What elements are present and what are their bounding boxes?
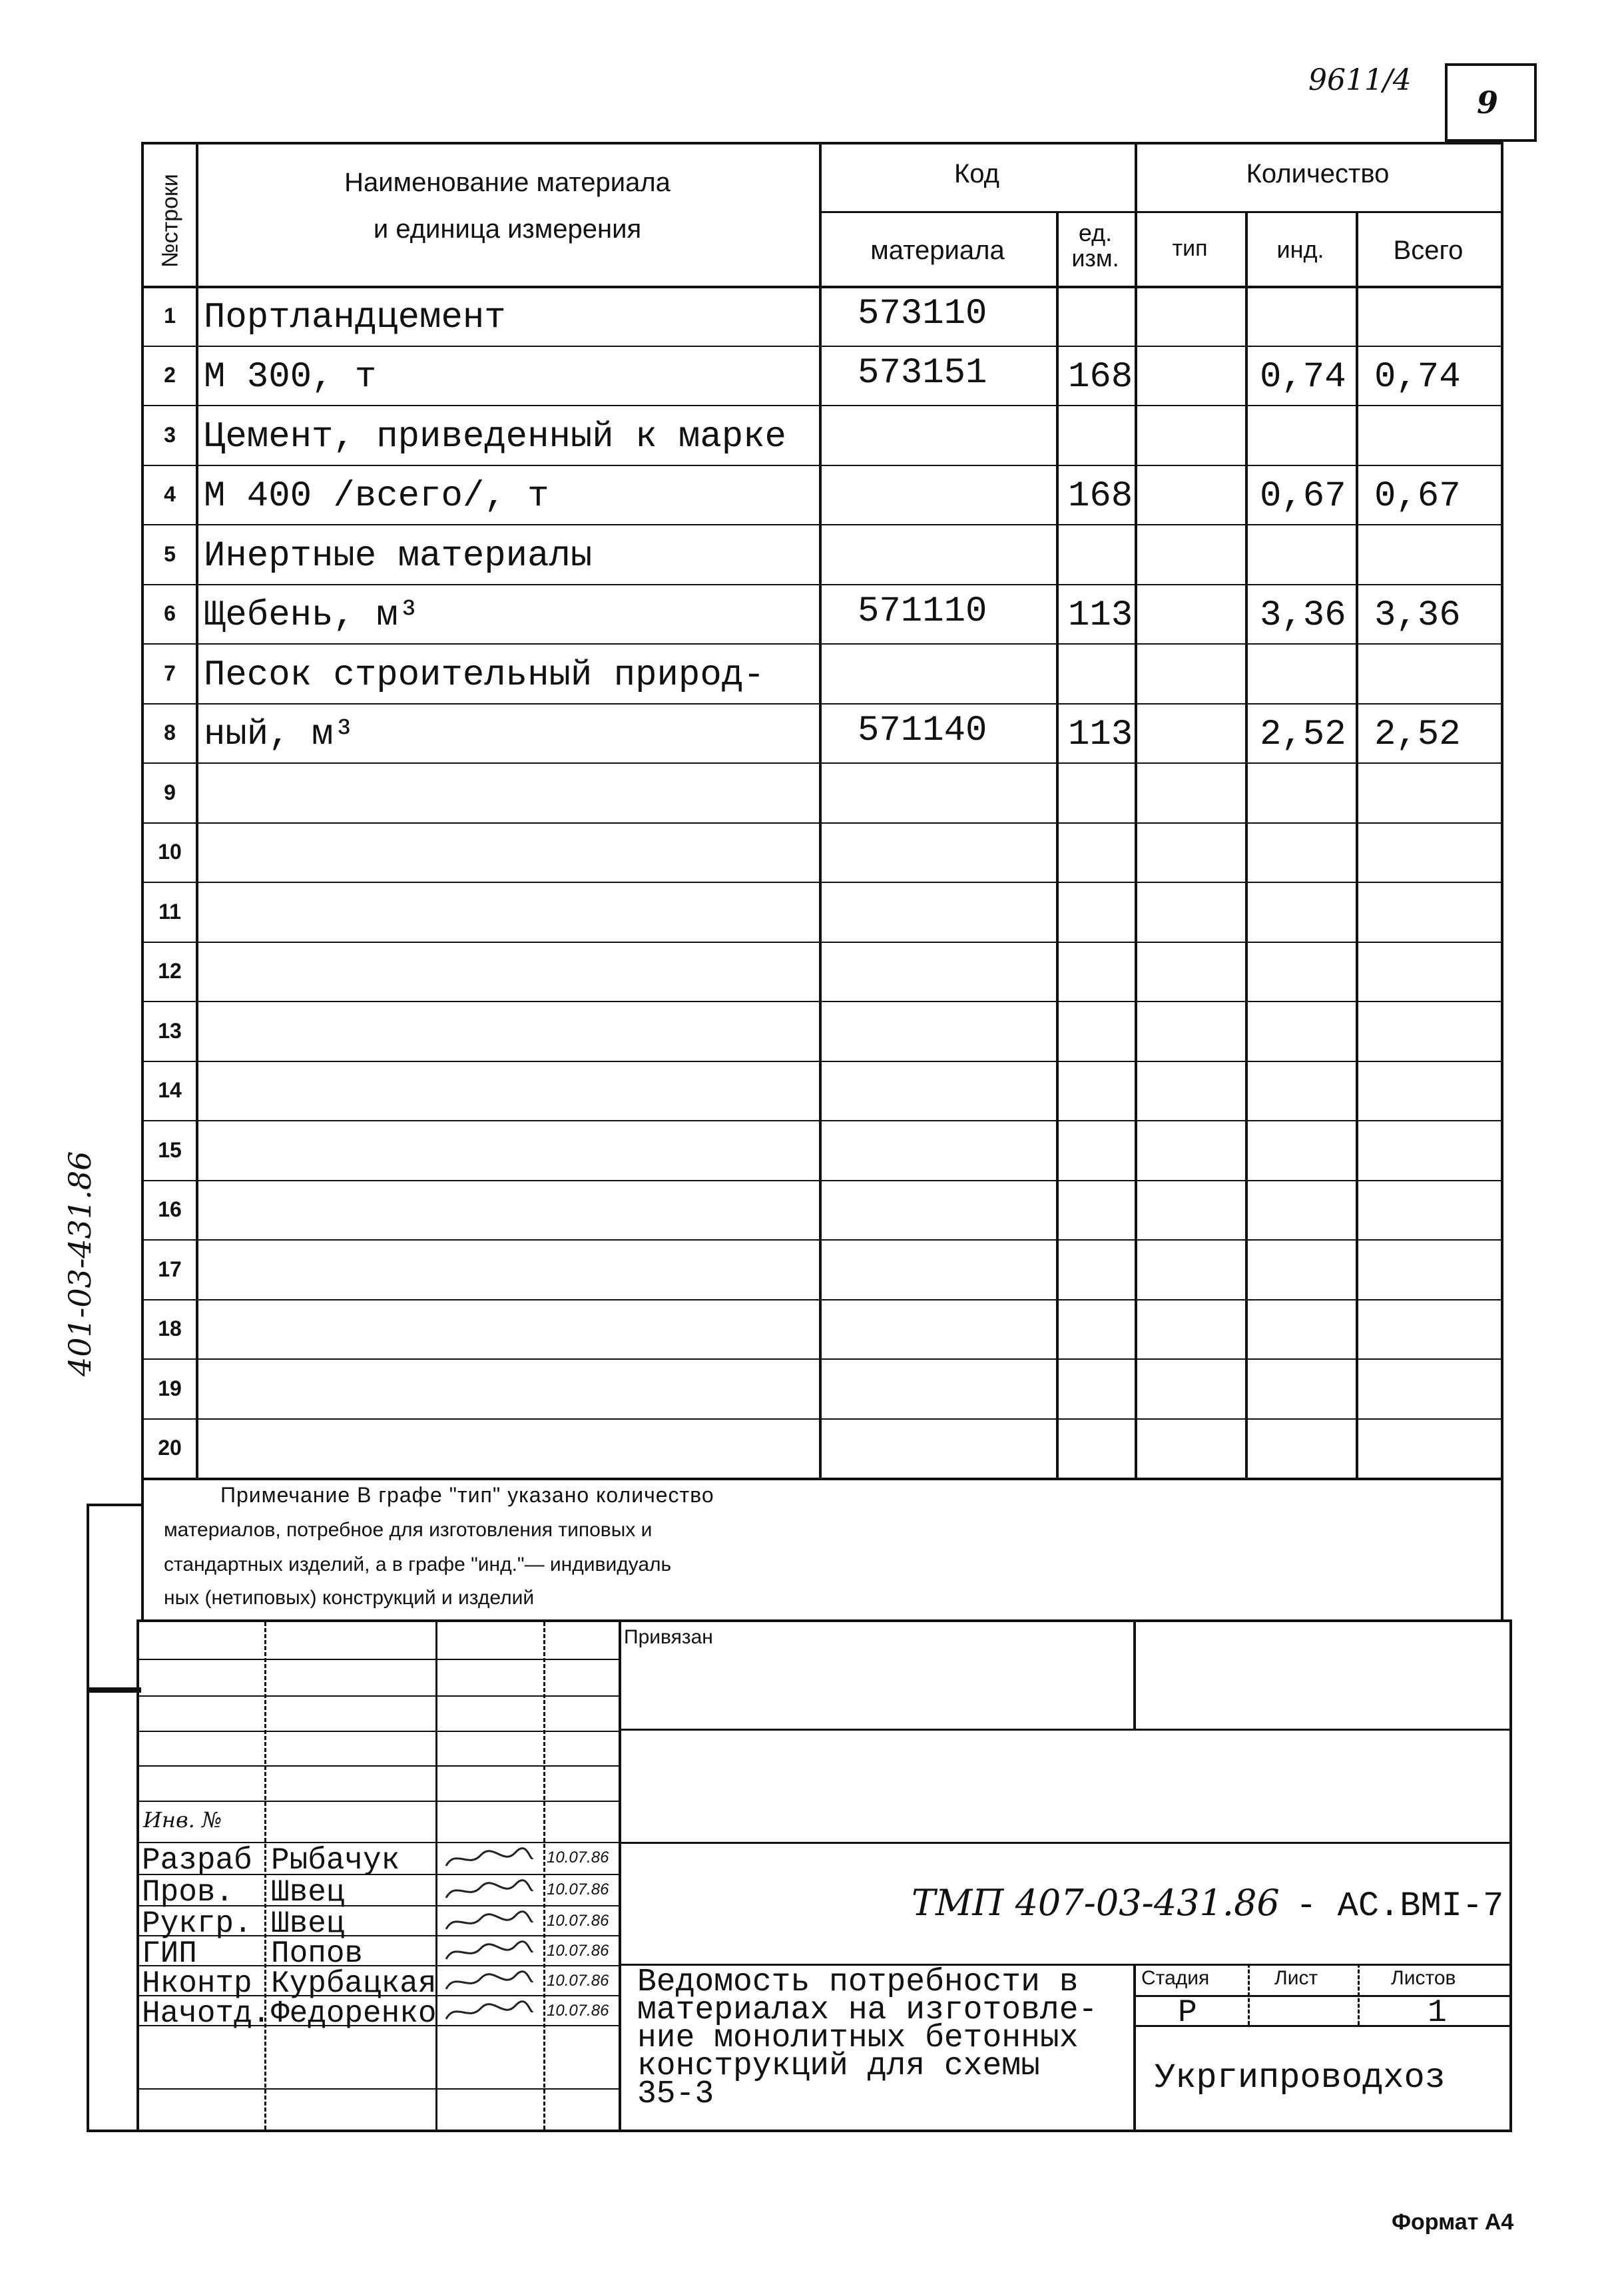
qty-individual: 0,74: [1260, 357, 1346, 398]
handwritten-signature: [442, 1969, 535, 1994]
signature-date: 10.07.86: [547, 2002, 609, 2020]
grid-line: [144, 703, 1501, 705]
privyazan-label: Привязан: [624, 1626, 713, 1648]
grid-line: [144, 1358, 1501, 1360]
grid-line: [1135, 144, 1137, 1478]
header-unit-line-1: ед.: [1078, 219, 1113, 246]
signature-name: Рыбачук: [271, 1843, 400, 1878]
row-number: 8: [164, 720, 176, 745]
material-code: 571140: [858, 711, 987, 752]
signature-role: ГИП: [142, 1936, 197, 1971]
header-quantity: Количество: [1246, 159, 1390, 188]
doc-code-suffix: - АС.ВМI-7: [1296, 1886, 1504, 1926]
signature-role: Пров.: [142, 1875, 234, 1910]
row-number: 20: [158, 1436, 182, 1460]
signature-date: 10.07.86: [547, 1972, 609, 1990]
grid-line: [144, 524, 1501, 525]
row-number: 12: [158, 959, 182, 984]
header-row-number: №строки: [157, 174, 183, 268]
header-name-line-2: и единица измерения: [373, 214, 642, 244]
material-name: ный, м³: [204, 715, 355, 756]
row-number: 4: [164, 482, 176, 507]
handwritten-signature: [442, 1939, 535, 1964]
grid-line: [144, 882, 1501, 883]
material-name: М 400 /всего/, т: [204, 476, 549, 517]
qty-individual: 2,52: [1260, 715, 1346, 756]
grid-line: [144, 1299, 1501, 1300]
row-number: 1: [164, 303, 176, 328]
doc-title-line-4: конструкций для схемы: [637, 2048, 1040, 2084]
materials-table: [141, 142, 1503, 1480]
doc-title: [637, 1964, 1098, 2112]
signature-role: Нконтр: [142, 1966, 252, 2001]
grid-line: [1356, 211, 1358, 1478]
stage-label: Стадия: [1141, 1967, 1210, 1989]
binding-box-lower: [87, 1687, 141, 2132]
material-name: Цемент, приведенный к марке: [204, 416, 786, 457]
sheets-label: Листов: [1391, 1967, 1456, 1989]
note-line-2: материалов, потребное для изготовления типовых и: [164, 1519, 653, 1541]
row-number: 3: [164, 422, 176, 447]
doc-title-line-2: материалах на изготовле-: [637, 1992, 1098, 2028]
qty-total: 0,67: [1374, 476, 1461, 517]
organization: Укргипроводхоз: [1155, 2058, 1446, 2098]
material-code: 573110: [858, 293, 987, 334]
signature-date: 10.07.86: [547, 1849, 609, 1866]
top-code: 9611/4: [1308, 63, 1412, 97]
grid-line: [144, 1001, 1501, 1002]
row-number: 6: [164, 601, 176, 626]
row-number: 16: [158, 1197, 182, 1222]
title-block: [136, 1619, 1512, 2132]
grid-line: [144, 762, 1501, 764]
grid-line: [819, 144, 822, 1478]
signature-name: Швец: [271, 1875, 345, 1910]
side-label: 401-03-431.86: [62, 1151, 98, 1376]
material-name: Песок строительный природ-: [204, 655, 765, 696]
row-number: 19: [158, 1376, 182, 1400]
grid-line: [196, 144, 198, 1478]
row-number: 2: [164, 363, 176, 388]
grid-line: [144, 822, 1501, 824]
signature-role: Рукгр.: [142, 1906, 252, 1941]
material-code: 571110: [858, 591, 987, 633]
handwritten-signature: [442, 1999, 535, 2024]
grid-line: [144, 1180, 1501, 1181]
grid-line: [144, 465, 1501, 466]
row-number: 17: [158, 1257, 182, 1281]
doc-code-main: ТМП 407-03-431.86: [912, 1882, 1280, 1924]
row-number: 15: [158, 1137, 182, 1162]
binding-box-upper: [87, 1504, 141, 1693]
note-line-3: стандартных изделий, а в графе "инд."— индивидуаль: [164, 1554, 672, 1576]
grid-line: [144, 584, 1501, 585]
header-name-line-1: Наименование материала: [344, 168, 671, 197]
grid-line: [819, 211, 1501, 213]
header-unit-line-2: изм.: [1071, 244, 1119, 272]
unit-code: 113: [1068, 595, 1133, 637]
row-number: 14: [158, 1078, 182, 1103]
sheet-label: Лист: [1274, 1967, 1318, 1989]
signature-name: Попов: [271, 1936, 364, 1971]
header-code: Код: [953, 159, 999, 188]
signature-date: 10.07.86: [547, 1912, 609, 1930]
signature-role: Начотд.: [142, 1996, 271, 2031]
doc-code: [912, 1882, 1503, 1926]
unit-code: 113: [1068, 715, 1133, 756]
material-name: М 300, т: [204, 357, 377, 398]
note-area: [141, 1475, 1503, 1619]
inv-label: Инв. №: [143, 1807, 222, 1833]
material-code: 573151: [858, 353, 987, 394]
header-material-code: материала: [870, 236, 1005, 265]
grid-line: [144, 1418, 1501, 1420]
qty-individual: 3,36: [1260, 595, 1346, 637]
header-individual: инд.: [1276, 236, 1324, 263]
grid-line: [144, 286, 1501, 288]
signature-date: 10.07.86: [547, 1880, 609, 1898]
signature-role: Разраб: [142, 1843, 252, 1878]
page-number-box: [1445, 63, 1537, 142]
grid-line: [144, 1120, 1501, 1121]
signature-name: Швец: [271, 1906, 345, 1941]
material-name: Портландцемент: [204, 297, 506, 338]
handwritten-signature: [442, 1878, 535, 1903]
header-total: Всего: [1393, 236, 1464, 265]
qty-total: 3,36: [1374, 595, 1461, 637]
row-number: 11: [158, 899, 181, 924]
doc-title-line-3: ние монолитных бетонных: [637, 2020, 1079, 2056]
signature-name: Федоренко: [271, 1996, 437, 2031]
grid-line: [144, 346, 1501, 347]
unit-code: 168: [1068, 357, 1133, 398]
qty-individual: 0,67: [1260, 476, 1346, 517]
doc-title-line-1: Ведомость потребности в: [637, 1964, 1079, 2000]
unit-code: 168: [1068, 476, 1133, 517]
grid-line: [144, 1061, 1501, 1062]
row-number: 7: [164, 661, 176, 685]
grid-line: [1245, 211, 1248, 1478]
row-number: 9: [164, 780, 176, 804]
material-name: Щебень, м³: [204, 595, 420, 637]
grid-line: [144, 643, 1501, 645]
row-number: 18: [158, 1316, 182, 1341]
handwritten-signature: [442, 1846, 535, 1871]
handwritten-signature: [442, 1909, 535, 1934]
grid-line: [144, 942, 1501, 943]
grid-line: [1056, 211, 1059, 1478]
format-label: Формат А4: [1392, 2209, 1514, 2235]
row-number: 5: [164, 541, 176, 566]
note-line-4: ных (нетиповых) конструкций и изделий: [164, 1587, 535, 1609]
signature-date: 10.07.86: [547, 1942, 609, 1960]
header-type: тип: [1172, 236, 1208, 261]
signature-name: Курбацкая: [271, 1966, 437, 2001]
grid-line: [144, 405, 1501, 406]
note-line-1: Примечание В графе "тип" указано количество: [220, 1483, 714, 1507]
stage-value: Р: [1178, 1995, 1197, 2031]
row-number: 13: [158, 1018, 182, 1043]
material-name: Инертные материалы: [204, 535, 593, 577]
page-number: 9: [1477, 85, 1499, 121]
sheets-value: 1: [1428, 1995, 1447, 2031]
doc-title-line-5: 35-3: [637, 2076, 714, 2112]
grid-line: [144, 1239, 1501, 1241]
row-number: 10: [158, 840, 182, 864]
qty-total: 0,74: [1374, 357, 1461, 398]
qty-total: 2,52: [1374, 715, 1461, 756]
